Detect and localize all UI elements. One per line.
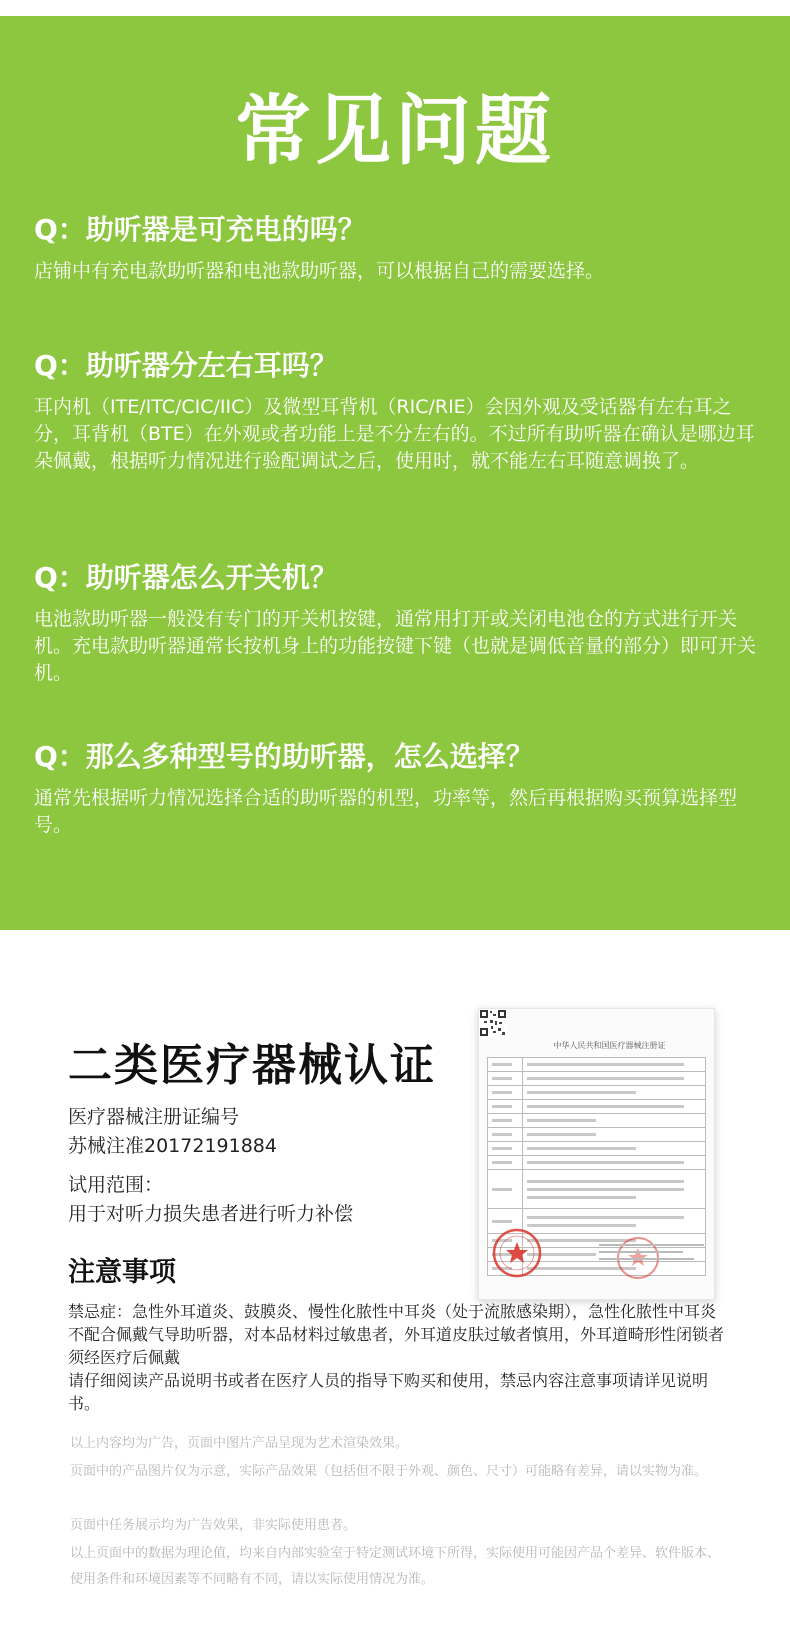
instructions-text: 请仔细阅读产品说明书或者在医疗人员的指导下购买和使用，禁忌内容注意事项请详见说明书。 [68, 1371, 709, 1413]
faq-question: Q：那么多种型号的助听器，怎么选择？ [34, 740, 534, 773]
top-strip [0, 0, 790, 16]
faq-section [0, 16, 790, 930]
scope-label: 试用范围： [68, 1174, 164, 1196]
certification-heading: 二类医疗器械认证 [68, 1040, 436, 1091]
faq-question: Q：助听器是可充电的吗？ [34, 213, 366, 246]
registration-certificate-image [478, 1008, 715, 1300]
faq-item [34, 739, 764, 839]
official-seal-icon [491, 1227, 543, 1279]
contraindications-text: 禁忌症：急性外耳道炎、鼓膜炎、慢性化脓性中耳炎（处于流脓感染期），急性化脓性中耳炎不配合佩戴气导助听器，对本品材料过敏患者，外耳道皮肤过敏者慎用，外耳道畸形性闭锁者须经医疗后佩戴 [68, 1302, 725, 1367]
certificate-footer [599, 1239, 704, 1265]
faq-item [34, 348, 764, 475]
faq-question: Q：助听器怎么开关机？ [34, 561, 338, 594]
faq-question: Q：助听器分左右耳吗？ [34, 349, 338, 382]
disclaimer-line: 页面中的产品图片仅为示意，实际产品效果（包括但不限于外观、颜色、尺寸）可能略有差异，请以实物为准。 [70, 1464, 708, 1479]
faq-answer: 通常先根据听力情况选择合适的助听器的机型，功率等，然后再根据购买预算选择型号。 [34, 787, 738, 836]
disclaimer-line: 以上页面中的数据为理论值，均来自内部实验室于特定测试环境下所得，实际使用可能因产品个差异、软件版本、使用条件和环境因素等不同略有不同，请以实际使用情况为准。 [70, 1546, 721, 1587]
faq-title: 常见问题 [235, 86, 555, 175]
notice-heading: 注意事项 [68, 1257, 176, 1288]
faq-answer: 电池款助听器一般没有专门的开关机按键，通常用打开或关闭电池仓的方式进行开关机。充电款助听器通常长按机身上的功能按键下键（也就是调低音量的部分）即可开关机。 [34, 608, 757, 684]
faq-item [34, 560, 764, 687]
faq-answer: 店铺中有充电款助听器和电池款助听器，可以根据自己的需要选择。 [34, 260, 605, 282]
registration-number: 苏械注准20172191884 [68, 1135, 277, 1157]
faq-item [34, 212, 764, 285]
disclaimer-line: 页面中任务展示均为广告效果，非实际使用患者。 [70, 1518, 357, 1533]
scope-text: 用于对听力损失患者进行听力补偿 [68, 1203, 354, 1225]
faq-answer: 耳内机（ITE/ITC/CIC/IIC）及微型耳背机（RIC/RIE）会因外观及受话器有左右耳之分，耳背机（BTE）在外观或者功能上是不分左右的。不过所有助听器在确认是哪边耳朵佩戴，根据听力情况进行验配调试之后，使用时，就不能左右耳随意调换了。 [34, 396, 755, 472]
certificate-title: 中华人民共和国医疗器械注册证 [553, 1041, 666, 1050]
qr-code-icon [479, 1009, 507, 1037]
disclaimer-line: 以上内容均为广告，页面中图片产品呈现为艺术渲染效果。 [70, 1436, 409, 1451]
registration-label: 医疗器械注册证编号 [68, 1106, 240, 1128]
